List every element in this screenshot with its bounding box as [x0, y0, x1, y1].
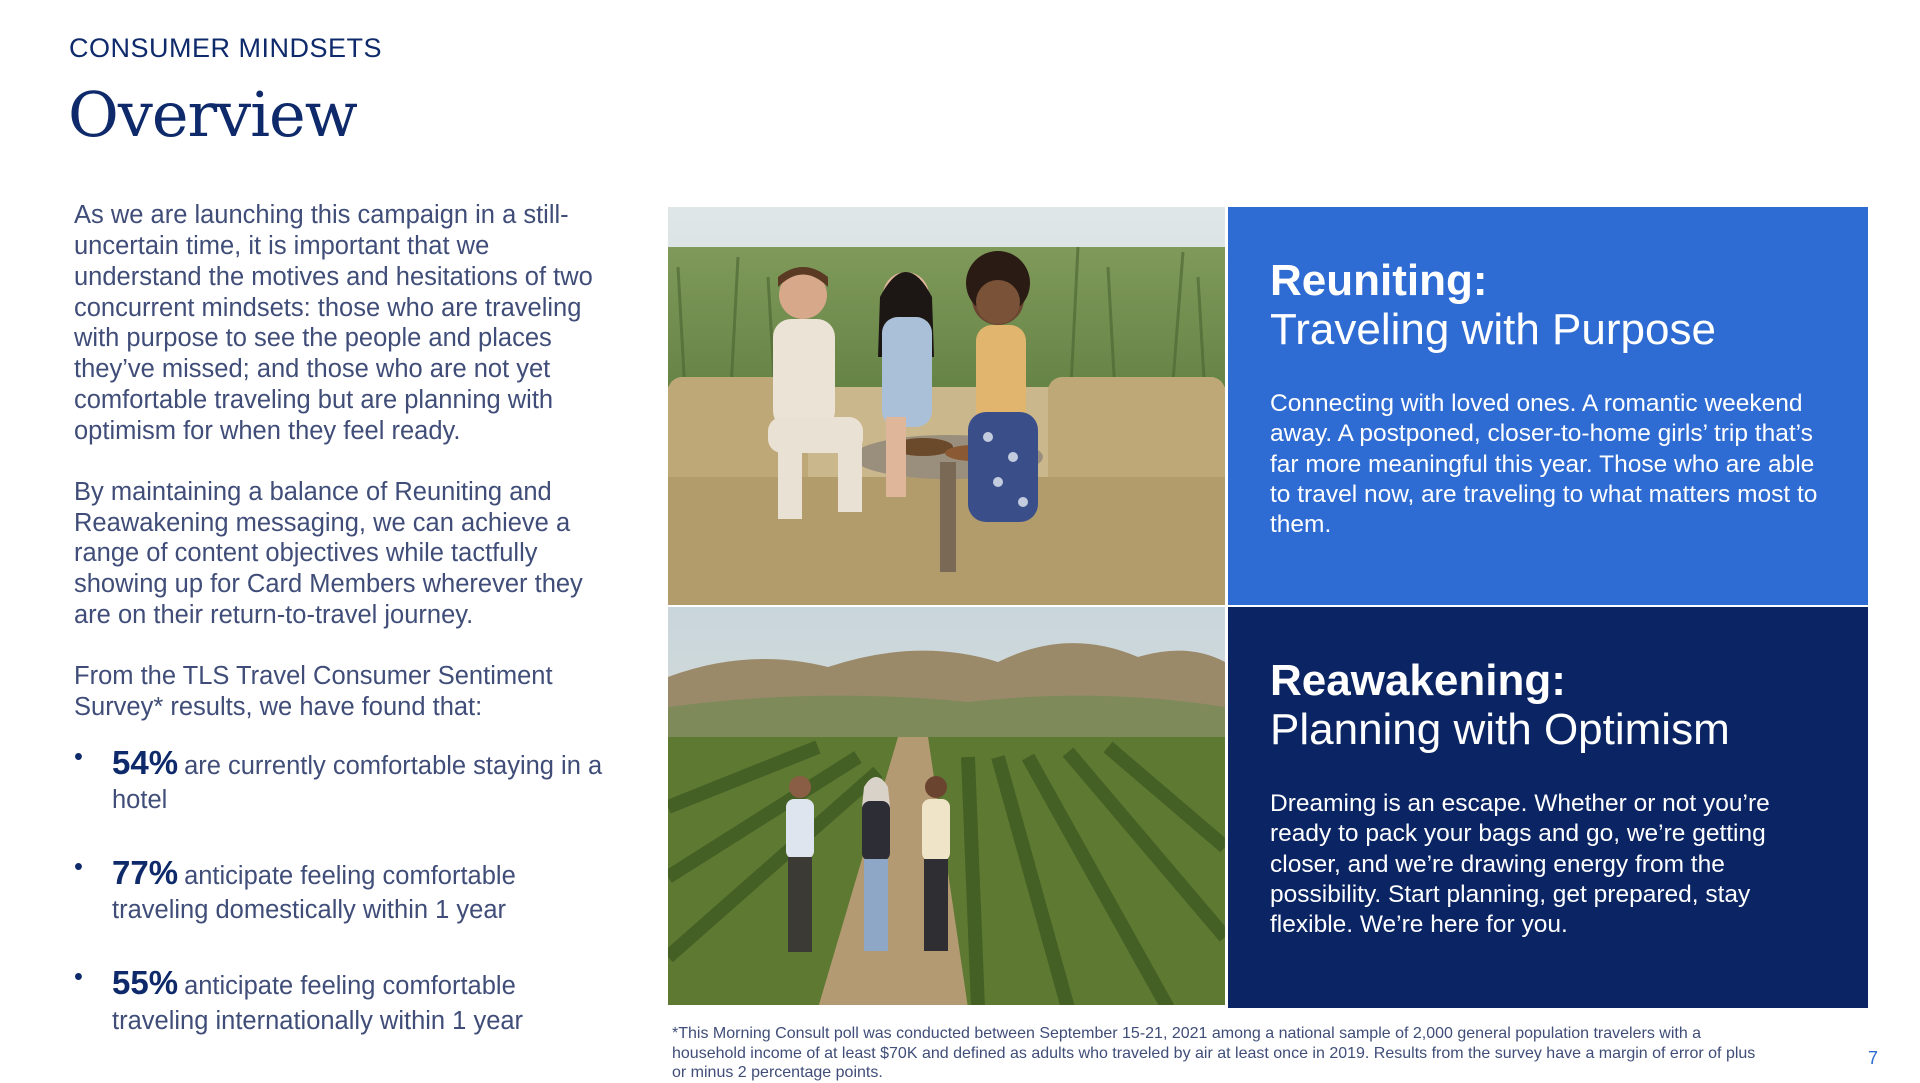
- stats-list: [74, 741, 604, 1039]
- survey-footnote: *This Morning Consult poll was conducted between September 15-21, 2021 among a national sample of 2,000 general population travelers with a household income of at least $70K and defined as adults who traveled by air at least once in 2019. Results from the survey have a margin of error of plus or minus 2 percentage points.: [672, 1025, 1756, 1082]
- intro-paragraph-1: As we are launching this campaign in a still-uncertain time, it is important that we understand the motives and hesitations of two concurrent mindsets: those who are traveling with purpose to see the people and places they’ve missed; and those who are not yet comfortable traveling but are planning with optimism for when they feel ready.: [74, 201, 593, 445]
- reawakening-heading: Reawakening:: [1270, 656, 1566, 705]
- bullet-dot: •: [74, 742, 83, 771]
- bullet-dot: •: [74, 852, 83, 881]
- reuniting-heading: Reuniting:: [1270, 256, 1488, 305]
- bullet-dot: •: [74, 963, 83, 992]
- section-eyebrow: CONSUMER MINDSETS: [69, 33, 383, 63]
- stat-text: are currently comfortable staying in a hotel: [112, 751, 603, 815]
- page-number: 7: [1868, 1048, 1879, 1068]
- reuniting-panel: [1228, 207, 1868, 605]
- reawakening-body: Dreaming is an escape. Whether or not you’re ready to pack your bags and go, we’re getting closer, and we’re drawing energy from the possibility. Start planning, get prepared, stay flexible. We’re here for you.: [1270, 789, 1770, 939]
- stat-value: 54%: [112, 743, 179, 781]
- stat-value: 77%: [112, 853, 179, 891]
- reawakening-photo: [668, 607, 1225, 1005]
- page-title: Overview: [68, 78, 357, 151]
- intro-column: [74, 200, 604, 1071]
- stat-text: anticipate feeling comfortable traveling domestically within 1 year: [112, 861, 516, 925]
- reawakening-panel: [1228, 607, 1868, 1008]
- reuniting-photo: [668, 207, 1225, 605]
- intro-paragraph-3: From the TLS Travel Consumer Sentiment Survey* results, we have found that:: [74, 661, 553, 721]
- stat-item: [74, 851, 604, 928]
- reuniting-body: Connecting with loved ones. A romantic weekend away. A postponed, closer-to-home girls’ trip that’s far more meaningful this year. Those who are able to travel now, are traveling to what matters most to them.: [1270, 389, 1818, 539]
- reawakening-subheading: Planning with Optimism: [1270, 705, 1730, 755]
- stat-item: [74, 741, 604, 818]
- stat-item: [74, 961, 604, 1038]
- intro-paragraph-2: By maintaining a balance of Reuniting and Reawakening messaging, we can achieve a range of content objectives while tactfully showing up for Card Members wherever they are on their return-to-travel journey.: [74, 477, 583, 630]
- reuniting-subheading: Traveling with Purpose: [1270, 305, 1716, 355]
- stat-value: 55%: [112, 964, 179, 1002]
- stat-text: anticipate feeling comfortable traveling internationally within 1 year: [112, 972, 524, 1035]
